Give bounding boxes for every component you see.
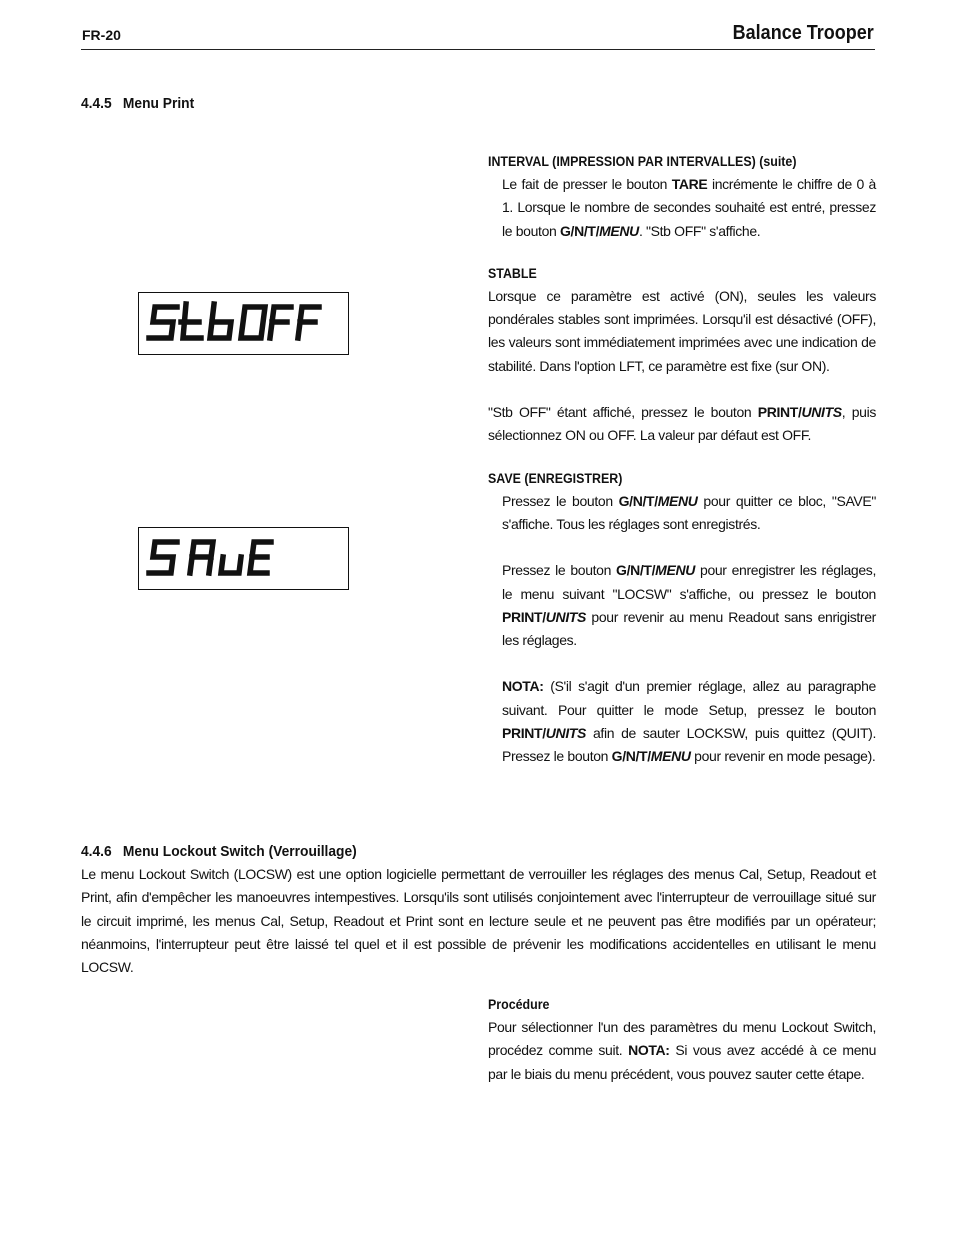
save-paragraph-1 bbox=[502, 490, 876, 537]
stable-paragraph-2 bbox=[488, 401, 876, 448]
gnt-button-ref: G/N/T/ bbox=[616, 562, 656, 579]
save-paragraph-2 bbox=[502, 559, 876, 652]
section-heading-4-4-6 bbox=[81, 843, 357, 860]
section-title: Menu Print bbox=[122, 95, 195, 112]
gnt-button-ref: G/N/T/ bbox=[611, 748, 651, 765]
text-run: Pour sélectionner l'un des paramètres du menu Lockout Switch, procédez comme suit. bbox=[488, 1019, 876, 1059]
procedure-paragraph bbox=[488, 1016, 876, 1086]
gnt-button-ref: G/N/T/ bbox=[618, 492, 658, 509]
print-button-ref: PRINT/ bbox=[502, 725, 546, 742]
section-heading-4-4-5 bbox=[81, 95, 194, 112]
interval-paragraph bbox=[502, 173, 876, 243]
interval-heading: INTERVAL (IMPRESSION PAR INTERVALLES) (suite) bbox=[488, 154, 797, 169]
procedure-heading: Procédure bbox=[488, 997, 550, 1012]
text-run: . "Stb OFF" s'affiche. bbox=[638, 222, 761, 239]
stable-paragraph-1: Lorsque ce paramètre est activé (ON), seules les valeurs pondérales stables sont imprimées. Lorsqu'il est désactivé (OFF), les valeurs sont immédiatement imprimées avec une indication de stabilité. Dans l'option LFT, ce paramètre est fixe (sur ON). bbox=[488, 287, 876, 374]
menu-button-ref: MENU bbox=[655, 562, 695, 579]
section-number: 4.4.6 bbox=[81, 843, 112, 860]
text-run: pour quitter ce bloc, "SAVE" s'affiche. Tous les réglages sont enregistrés. bbox=[502, 492, 876, 532]
menu-button-ref: MENU bbox=[657, 492, 698, 509]
page-number: FR-20 bbox=[82, 27, 121, 43]
seven-segment-stb-off bbox=[139, 293, 347, 353]
print-button-ref: PRINT/ bbox=[502, 608, 546, 625]
right-column bbox=[488, 152, 876, 769]
units-button-ref: UNITS bbox=[545, 608, 587, 625]
text-run: Pressez le bouton bbox=[502, 492, 619, 509]
menu-button-ref: MENU bbox=[650, 748, 691, 765]
seven-segment-save bbox=[139, 528, 347, 588]
running-title: Balance Trooper bbox=[732, 22, 874, 44]
print-button-ref: PRINT/ bbox=[757, 404, 802, 421]
text-run: pour enregistrer les réglages, le menu suivant "LOCSW" s'affiche, ou pressez le bouton bbox=[502, 562, 876, 602]
text-run: pour revenir en mode pesage). bbox=[690, 748, 876, 765]
note-label: NOTA: bbox=[502, 678, 544, 695]
header-rule bbox=[81, 49, 875, 50]
gnt-button-ref: G/N/T/ bbox=[560, 222, 600, 239]
text-run: , puis sélectionnez ON ou OFF. La valeur par défaut est OFF. bbox=[488, 404, 876, 444]
tare-button-ref: TARE bbox=[671, 176, 708, 192]
text-run: Pressez le bouton bbox=[502, 562, 617, 579]
text-run: "Stb OFF" étant affiché, pressez le bouton bbox=[488, 404, 758, 421]
lcd-display-stb-off bbox=[138, 292, 349, 355]
text-run: pour revenir au menu Readout sans enrigistrer les réglages. bbox=[502, 608, 876, 649]
lockout-body: Le menu Lockout Switch (LOCSW) est une option logicielle permettant de verrouiller les réglages des menus Cal, Setup, Readout et Print, afin d'empêcher les manoeuvres intempestives. Lorsqu'ils sont utilisés conjointement avec l'interrupteur de verrouillage situé sur le circuit imprimé, les menus Cal, Setup, Readout et Print sont en lecture seule et ne peuvent pas être modifiés par un opérateur; néanmoins, l'interrupteur peut être laissé tel quel et il est possible de prévenir les modifications accidentelles en utilisant le menu LOCSW. bbox=[81, 866, 876, 976]
units-button-ref: UNITS bbox=[801, 404, 842, 421]
text-run: (S'il s'agit d'un premier réglage, allez au paragraphe suivant. Pour quitter le mode Setup, pressez le bouton bbox=[502, 678, 876, 718]
text-run: incrémente le chiffre de 0 à 1. Lorsque le nombre de secondes souhaité est entré, pressez le bouton bbox=[502, 176, 876, 239]
note-label: NOTA: bbox=[628, 1042, 670, 1059]
text-run: Le fait de presser le bouton bbox=[502, 176, 672, 192]
text-run: Si vous avez accédé à ce menu par le biais du menu précédent, vous pouvez sauter cette étape. bbox=[488, 1042, 877, 1082]
section-number: 4.4.5 bbox=[81, 95, 112, 112]
save-heading: SAVE (ENREGISTRER) bbox=[488, 470, 623, 486]
lcd-display-save bbox=[138, 527, 349, 590]
units-button-ref: UNITS bbox=[545, 725, 587, 742]
save-note bbox=[502, 675, 876, 768]
stable-heading: STABLE bbox=[488, 265, 537, 281]
section-title: Menu Lockout Switch (Verrouillage) bbox=[122, 843, 357, 860]
procedure-block bbox=[488, 995, 876, 1086]
text-run: afin de sauter LOCKSW, puis quittez (QUIT). Pressez le bouton bbox=[502, 725, 876, 765]
menu-button-ref: MENU bbox=[599, 222, 639, 239]
